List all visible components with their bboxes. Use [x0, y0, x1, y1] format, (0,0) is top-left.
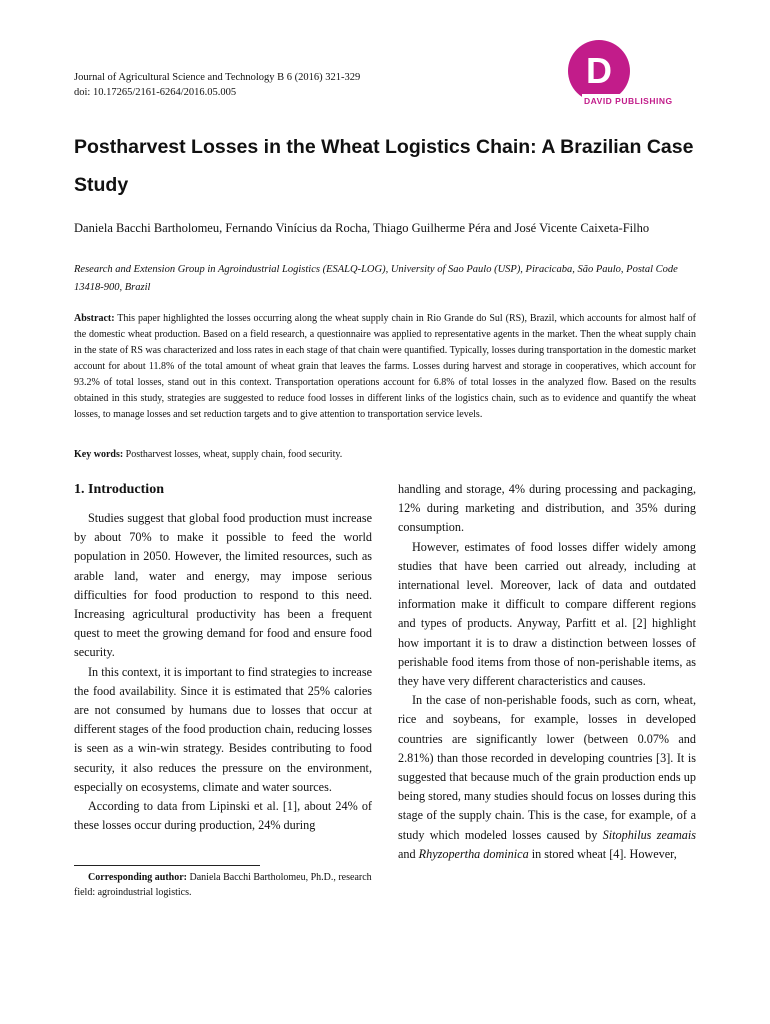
svg-text:DAVID PUBLISHING: DAVID PUBLISHING: [584, 96, 673, 106]
abstract-label: Abstract:: [74, 313, 115, 324]
intro-paragraph-3: According to data from Lipinski et al. [1], about 24% of these losses occur during production, 24% during: [74, 799, 372, 833]
body-paragraph-non-perishable: [398, 691, 696, 864]
left-column: [74, 480, 372, 835]
paragraph-text: in stored wheat [4]. However,: [531, 846, 677, 861]
david-publishing-logo: [562, 38, 700, 110]
keywords: [74, 447, 696, 462]
intro-paragraph-1: Studies suggest that global food production must increase by about 70% to make it possible to feed the world population in 2050. However, the limited resources, such as arable land, water and energy, may impose serious difficulties for food production to respond to this need. Increasing agricultural productivity has been a frequent quest to meet the growing demand for food and ensure food security.: [74, 511, 372, 660]
abstract: [74, 311, 696, 423]
journal-header: [74, 70, 360, 100]
species-name: Sitophilus zeamais: [602, 827, 697, 842]
keywords-text: Postharvest losses, wheat, supply chain, food security.: [125, 449, 343, 460]
doi: doi: 10.17265/2161-6264/2016.05.005: [74, 87, 237, 98]
footnote-text: Daniela Bacchi Bartholomeu, Ph.D., research field: agroindustrial logistics.: [74, 872, 372, 898]
footnote-label: Corresponding author:: [88, 872, 187, 883]
section-heading-introduction: 1. Introduction: [74, 482, 164, 497]
right-column: [398, 480, 696, 864]
paragraph-text: In the case of non-perishable foods, such as corn, wheat, rice and soybeans, for example, losses in developed countries are significantly lower (between 0.07% and 2.81%) than those recorded in developing countries [3]. It is suggested that because much of the grain production ends up being stored, many studies should focus on losses during this stage of the supply chain. This is the case, for example, of a study which modeled losses caused by: [398, 693, 696, 842]
affiliation: Research and Extension Group in Agroindustrial Logistics (ESALQ-LOG), University of Sao Paulo (USP), Piracicaba, São Paulo, Postal Code 13418-900, Brazil: [74, 264, 678, 293]
body-paragraph-continued: handling and storage, 4% during processing and packaging, 12% during marketing and distribution, and 35% during consumption.: [398, 482, 696, 535]
body-paragraph-estimates: However, estimates of food losses differ widely among studies that have been carried out already, including at international level. Moreover, lack of data and outdated information make it difficult to compare different regions and types of products. Anyway, Parfitt et al. [2] highlight how important it is to draw a distinction between losses of perishable food items from those of non-perishable items, as they have very different characteristics and causes.: [398, 539, 696, 689]
keywords-label: Key words:: [74, 449, 124, 460]
journal-citation: Journal of Agricultural Science and Technology B 6 (2016) 321-329: [74, 72, 361, 83]
corresponding-author-footnote: [74, 870, 372, 900]
paper-title: Postharvest Losses in the Wheat Logistics Chain: A Brazilian Case Study: [74, 136, 694, 196]
conjunction: and: [398, 846, 416, 861]
intro-paragraph-2: In this context, it is important to find strategies to increase the food availability. Since it is estimated that 25% calories are not consumed by humans due to losses that occur at different stages of the food production chain, reducing losses is seen as a win-win strategy. Besides contributing to food security, it also reduces the pressure on the environment, especially on ecosystems, climate and water sources.: [74, 664, 372, 794]
footnote-divider: [74, 865, 260, 866]
author-list: Daniela Bacchi Bartholomeu, Fernando Vinícius da Rocha, Thiago Guilherme Péra and José Vicente Caixeta-Filho: [74, 221, 650, 235]
abstract-text: This paper highlighted the losses occurring along the wheat supply chain in Rio Grande do Sul (RS), Brazil, which accounts for almost half of the domestic wheat production. Based on a field research, a questionnaire was applied to representative agents in the market. Then the wheat supply chain in the state of RS was characterized and loss rates in each stage of that chain were quantified. Typically, losses during transportation in the domestic market account for about 11.8% of the total amount of wheat grain that leaves the farms. Losses during harvest and storage in cooperatives, which account for 93.2% of total losses, stand out in this context. Transportation operations account for 6.8% of total losses in the analyzed flow. Based on the results obtained in this study, strategies are suggested to reduce food losses in different links of the logistics chain, such as to evidence and quantify the wheat losses, to manage losses and set reduction targets and to give attention to transportation service levels.: [74, 313, 696, 420]
species-name: Rhyzopertha dominica: [418, 846, 529, 861]
svg-text:D: D: [586, 50, 612, 91]
